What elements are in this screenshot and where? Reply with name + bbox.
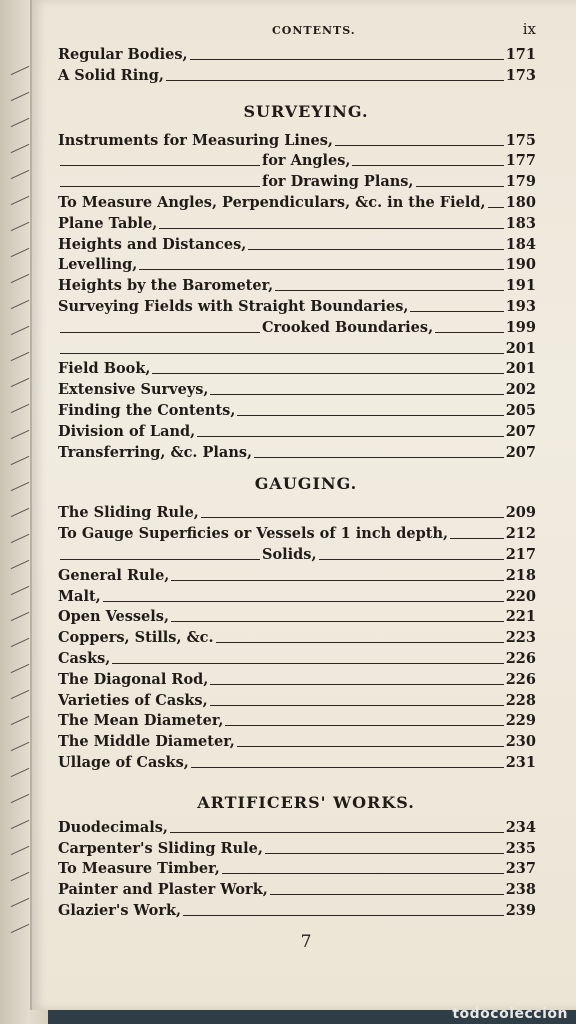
dot-leader-line: [222, 873, 504, 874]
facing-page-text-mark: [11, 66, 30, 75]
facing-page-text-mark: [11, 794, 30, 803]
dot-leader-line: [139, 269, 503, 270]
facing-page-text-mark: [11, 118, 30, 127]
toc-entry: [58, 858, 536, 878]
toc-entry-label: Heights and Distances,: [58, 235, 247, 253]
ditto-leader-line: [60, 559, 260, 560]
toc-entry-page: 228: [505, 691, 536, 709]
section-title: ARTIFICERS' WORKS.: [197, 792, 415, 812]
toc-entry-page: 221: [505, 608, 536, 626]
toc-entry-label: for Drawing Plans,: [262, 173, 414, 191]
toc-entry-label: Transferring, &c. Plans,: [58, 443, 253, 461]
dot-leader-line: [159, 228, 503, 229]
toc-entry-page: 217: [505, 546, 536, 563]
toc-entry: [58, 565, 536, 585]
dot-leader-line: [416, 186, 504, 187]
watermark-logo: todocoleccion: [452, 1006, 568, 1022]
toc-entry-label: Finding the Contents,: [58, 402, 236, 419]
toc-entry-label: Field Book,: [58, 360, 151, 378]
facing-page-text-mark: [11, 664, 30, 673]
toc-entry: [58, 710, 536, 730]
facing-page-text-mark: [11, 586, 30, 595]
toc-entry: [58, 752, 536, 772]
toc-entry-label: The Mean Diameter,: [58, 712, 224, 730]
dot-leader-line: [170, 832, 504, 833]
toc-entry: [58, 502, 536, 522]
toc-entry-label: Open Vessels,: [58, 608, 170, 626]
toc-entry-label: Plane Table,: [58, 214, 158, 232]
dot-leader-line: [171, 621, 504, 622]
dot-leader-line: [216, 642, 504, 643]
facing-page-text-mark: [11, 222, 30, 231]
toc-entry-page: 173: [505, 66, 536, 84]
toc-entry-page: 231: [505, 754, 536, 771]
facing-page-text-mark: [11, 534, 30, 543]
toc-entry-label: Heights by the Barometer,: [58, 277, 274, 295]
toc-entry: [58, 544, 536, 564]
running-header: [72, 20, 536, 42]
toc-entry: [58, 338, 536, 358]
toc-entry-page: 190: [505, 256, 536, 274]
dot-leader-line: [488, 207, 504, 208]
toc-entry: [58, 627, 536, 647]
facing-page-text-mark: [11, 92, 30, 101]
toc-entry-page: 223: [505, 629, 536, 647]
toc-entry-label: The Middle Diameter,: [58, 733, 235, 751]
toc-entry-label: Solids,: [262, 546, 317, 563]
toc-entry: [58, 690, 536, 710]
toc-entry: [58, 44, 536, 64]
dot-leader-line: [112, 663, 503, 664]
toc-entry-page: 183: [505, 214, 536, 232]
toc-entry: [58, 65, 536, 85]
toc-entry: [58, 838, 536, 858]
dot-leader-line: [270, 894, 504, 895]
toc-entry-label: Instruments for Measuring Lines,: [58, 131, 333, 149]
toc-entry-page: 175: [505, 131, 536, 149]
toc-entry: [58, 171, 536, 191]
toc-entry-page: 180: [505, 194, 536, 211]
toc-entry-label: To Measure Angles, Perpendiculars, &c. in the Field,: [58, 194, 486, 211]
toc-entry-label: The Diagonal Rod,: [58, 670, 209, 688]
dot-leader-line: [197, 436, 503, 437]
toc-entry: [58, 192, 536, 212]
toc-entry: [58, 817, 536, 837]
dot-leader-line: [237, 415, 503, 416]
dot-leader-line: [166, 80, 504, 81]
dot-leader-line: [191, 767, 504, 768]
section-title: SURVEYING.: [243, 101, 369, 121]
ditto-leader-line: [60, 186, 260, 187]
toc-entry: [58, 234, 536, 254]
dot-leader-line: [435, 332, 504, 333]
facing-page-text-mark: [11, 768, 30, 777]
facing-page-text-mark: [11, 820, 30, 829]
ditto-leader-line: [60, 332, 260, 333]
dot-leader-line: [210, 684, 503, 685]
dot-leader-line: [201, 517, 504, 518]
toc-entry-page: 199: [505, 318, 536, 336]
dot-leader-line: [210, 394, 503, 395]
toc-entry: [58, 669, 536, 689]
facing-page-text-mark: [11, 638, 30, 647]
toc-entry-label: A Solid Ring,: [58, 66, 164, 84]
toc-entry: [58, 523, 536, 543]
toc-entry-label: Coppers, Stills, &c.: [58, 629, 214, 647]
dot-leader-line: [60, 353, 504, 354]
facing-page-text-mark: [11, 716, 30, 725]
toc-entry-label: Ullage of Casks,: [58, 754, 189, 771]
dot-leader-line: [275, 290, 503, 291]
facing-page-text-mark: [11, 404, 30, 413]
facing-page-text-mark: [11, 274, 30, 283]
dot-leader-line: [352, 165, 503, 166]
toc-entry: [58, 879, 536, 899]
toc-entry: [58, 586, 536, 606]
facing-page-text-mark: [11, 196, 30, 205]
toc-entry-label: The Sliding Rule,: [58, 504, 199, 522]
dot-leader-line: [265, 853, 504, 854]
dot-leader-line: [152, 373, 503, 374]
toc-entry: [58, 648, 536, 668]
facing-page-text-mark: [11, 846, 30, 855]
toc-entry: [58, 900, 536, 920]
toc-entry-label: Division of Land,: [58, 422, 196, 440]
toc-entry: [58, 731, 536, 751]
dot-leader-line: [410, 311, 503, 312]
toc-entry-label: To Gauge Superficies or Vessels of 1 inch depth,: [58, 525, 449, 543]
toc-entry-page: 202: [505, 381, 536, 399]
dot-leader-line: [319, 559, 504, 560]
facing-page-text-mark: [11, 898, 30, 907]
dot-leader-line: [171, 580, 503, 581]
facing-page-text-mark: [11, 248, 30, 257]
toc-entry-page: 207: [505, 422, 536, 440]
facing-page-text-mark: [11, 456, 30, 465]
dot-leader-line: [190, 59, 504, 60]
toc-entry-page: 205: [505, 402, 536, 419]
facing-page-text-mark: [11, 430, 30, 439]
toc-entry-page: 207: [505, 443, 536, 461]
toc-entry-page: 230: [505, 733, 536, 751]
dot-leader-line: [335, 145, 504, 146]
toc-entry-page: 220: [505, 587, 536, 605]
page-folio: 7: [300, 932, 312, 952]
toc-entry-page: 171: [505, 46, 536, 63]
dot-leader-line: [103, 601, 504, 602]
toc-entry: [58, 275, 536, 295]
toc-entry: [58, 400, 536, 420]
facing-page-text-mark: [11, 352, 30, 361]
facing-page-text-mark: [11, 612, 30, 621]
dot-leader-line: [237, 746, 504, 747]
toc-entry: [58, 442, 536, 462]
facing-page-text-mark: [11, 482, 30, 491]
toc-entry-label: Levelling,: [58, 256, 138, 274]
facing-page-text-mark: [11, 300, 30, 309]
toc-entry-page: 201: [505, 339, 536, 357]
toc-entry-page: 193: [505, 298, 536, 315]
toc-entry-page: 201: [505, 360, 536, 378]
toc-entry: [58, 421, 536, 441]
toc-entry-label: Surveying Fields with Straight Boundaries,: [58, 298, 409, 315]
toc-entry: [58, 358, 536, 378]
facing-page-text-mark: [11, 170, 30, 179]
toc-entry-page: 191: [505, 277, 536, 295]
dot-leader-line: [450, 538, 504, 539]
toc-entry-page: 229: [505, 712, 536, 730]
toc-entry-label: Crooked Boundaries,: [262, 318, 434, 336]
toc-entry: [58, 213, 536, 233]
book-page: [30, 0, 576, 1010]
toc-entry-label: General Rule,: [58, 566, 170, 584]
toc-entry-label: Malt,: [58, 587, 101, 605]
toc-entry: [58, 317, 536, 337]
header-page-numeral: ix: [522, 20, 536, 38]
facing-page-text-mark: [11, 690, 30, 699]
toc-entry: [58, 150, 536, 170]
toc-entry-page: 226: [505, 670, 536, 688]
toc-entry-page: 179: [505, 173, 536, 191]
toc-entry-label: Duodecimals,: [58, 818, 168, 836]
facing-page-text-mark: [11, 326, 30, 335]
toc-entry-page: 212: [505, 525, 536, 543]
toc-entry-page: 235: [505, 839, 536, 857]
facing-page-text-mark: [11, 144, 30, 153]
facing-page-text-mark: [11, 378, 30, 387]
dot-leader-line: [225, 725, 503, 726]
toc-entry-page: 238: [505, 881, 536, 899]
toc-entry: [58, 296, 536, 316]
dot-leader-line: [183, 915, 504, 916]
toc-entry-page: 177: [505, 152, 536, 170]
toc-entry-label: To Measure Timber,: [58, 860, 220, 878]
section-title: GAUGING.: [254, 474, 358, 494]
toc-entry-label: for Angles,: [262, 152, 351, 170]
toc-entry: [58, 606, 536, 626]
dot-leader-line: [248, 249, 503, 250]
toc-entry-label: Extensive Surveys,: [58, 381, 209, 399]
toc-entry-page: 226: [505, 650, 536, 667]
facing-page-text-mark: [11, 560, 30, 569]
toc-entry-page: 239: [505, 902, 536, 919]
facing-page-text-mark: [11, 742, 30, 751]
facing-page-text-mark: [11, 872, 30, 881]
toc-entry-label: Varieties of Casks,: [58, 691, 208, 709]
header-title: CONTENTS.: [272, 24, 356, 37]
toc-entry: [58, 254, 536, 274]
toc-entry: [58, 130, 536, 150]
toc-entry-label: Carpenter's Sliding Rule,: [58, 839, 263, 857]
toc-entry-page: 234: [505, 818, 536, 836]
toc-entry: [58, 379, 536, 399]
toc-entry-label: Casks,: [58, 650, 111, 667]
toc-entry-page: 184: [505, 235, 536, 253]
toc-entry-page: 209: [505, 504, 536, 522]
ditto-leader-line: [60, 165, 260, 166]
facing-page-text-mark: [11, 924, 30, 933]
toc-entry-page: 237: [505, 860, 536, 878]
toc-entry-label: Regular Bodies,: [58, 46, 188, 63]
toc-entry-label: Painter and Plaster Work,: [58, 881, 268, 899]
dot-leader-line: [254, 457, 504, 458]
toc-entry-page: 218: [505, 566, 536, 584]
facing-page-text-mark: [11, 508, 30, 517]
toc-entry-label: Glazier's Work,: [58, 902, 182, 919]
dot-leader-line: [210, 705, 504, 706]
